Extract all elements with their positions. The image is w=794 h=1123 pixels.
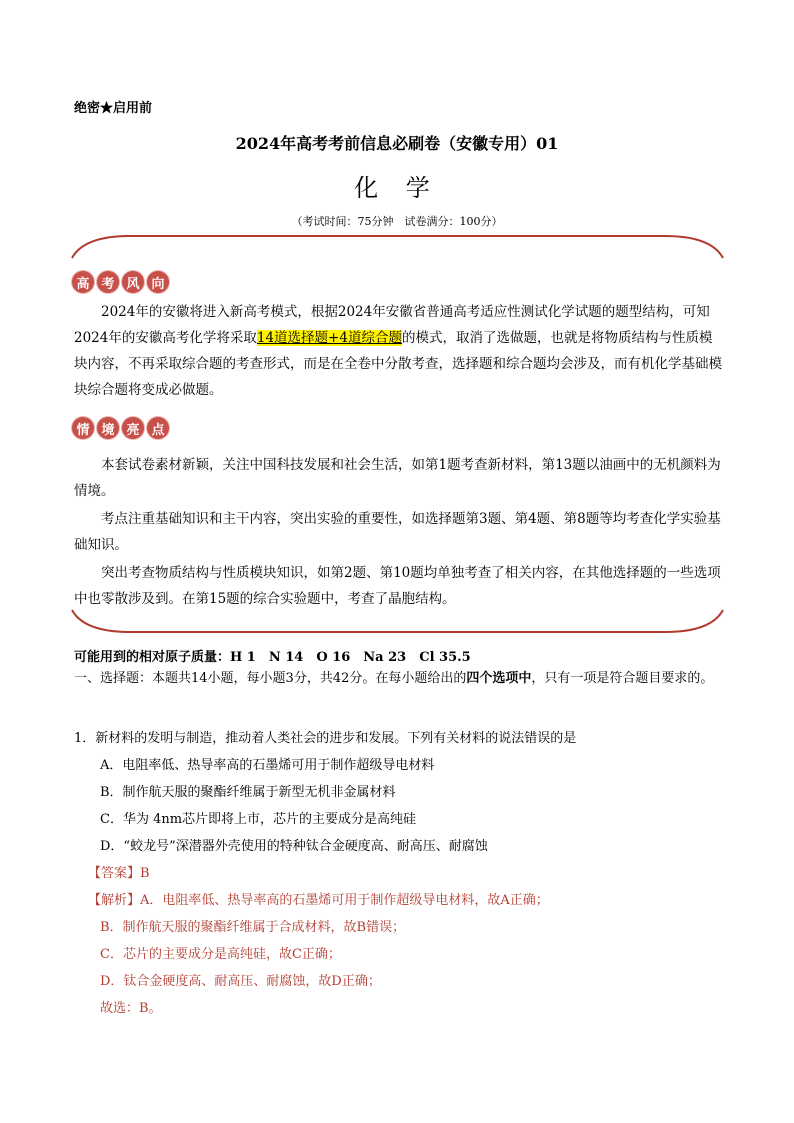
atomic-masses: 可能用到的相对原子质量：H 1 N 14 O 16 Na 23 Cl 35.5: [74, 650, 471, 665]
trend-badge: [72, 271, 169, 297]
analysis-line-2: B．制作航天服的聚酯纤维属于合成材料，故B错误；: [100, 920, 406, 935]
exam-title: 2024年高考考前信息必刷卷（安徽专用）01: [235, 134, 559, 153]
trend-badge-char: 风: [122, 271, 144, 293]
frame-bottom-arc: [70, 608, 725, 636]
answer-label: 【答案】: [88, 866, 141, 881]
answer-line: [88, 862, 150, 881]
analysis-line-3: C．芯片的主要成分是高纯硅，故C正确；: [100, 947, 341, 962]
analysis-line-4: D．钛合金硬度高、耐高压、耐腐蚀，故D正确；: [100, 974, 381, 989]
highlight-badge-char: 点: [147, 417, 169, 439]
trend-badge-char: 高: [72, 271, 94, 293]
analysis-line-1: [88, 889, 549, 908]
confidential-label: 绝密★启用前: [74, 101, 153, 116]
exam-time-info: （考试时间：75分钟 试卷满分：100分）: [291, 215, 503, 228]
question-1-option-d: D．“蛟龙号”深潜器外壳使用的特种钛合金硬度高、耐高压、耐腐蚀: [100, 839, 488, 854]
highlight-badge-char: 情: [72, 417, 94, 439]
highlight-badge: [72, 417, 169, 443]
question-1-stem: 1．新材料的发明与制造，推动着人类社会的进步和发展。下列有关材料的说法错误的是: [74, 731, 577, 746]
analysis-label: 【解析】: [88, 893, 141, 908]
part-one-text-bold: 四个选项中: [466, 671, 532, 686]
question-1-option-b: B．制作航天服的聚酯纤维属于新型无机非金属材料: [100, 785, 396, 800]
trend-paragraph: [74, 299, 722, 403]
part-one-text-b: ，只有一项是符合题目要求的。: [531, 671, 714, 686]
question-1-option-a: A．电阻率低、热导率高的石墨烯可用于制作超级导电材料: [100, 758, 435, 773]
highlight-badge-char: 境: [97, 417, 119, 439]
highlight-badge-char: 亮: [122, 417, 144, 439]
highlight-paragraph-2: 考点注重基础知识和主干内容，突出实验的重要性，如选择题第3题、第4题、第8题等均考查化学实验基础知识。: [74, 511, 721, 553]
question-1-option-c: C．华为 4nm芯片即将上市，芯片的主要成分是高纯硅: [100, 812, 417, 827]
answer-value: B: [140, 866, 150, 881]
part-one-text-a: 一、选择题：本题共14小题，每小题3分，共42分。在每小题给出的: [74, 671, 467, 686]
analysis-line-5: 故选：B。: [100, 1001, 162, 1016]
highlight-paragraph-1: 本套试卷素材新颖，关注中国科技发展和社会生活，如第1题考查新材料，第13题以油画中的无机颜料为情境。: [74, 457, 721, 499]
trend-badge-char: 考: [97, 271, 119, 293]
frame-top-arc: [70, 232, 725, 260]
part-one-instructions: [74, 666, 722, 692]
trend-text-part2: 的模式，取消了选做题，也就是将物质结构与性质模块内容，不再采取综合题的考查形式，而是在全卷中分散考查，选择题和综合题均会涉及，而有机化学基础模块综合题将变成必做题。: [74, 330, 722, 398]
trend-badge-char: 向: [147, 271, 169, 293]
trend-text-part1: 2024年的安徽将进入新高考模式，根据2024年安徽省普通高考适应性测试化学试题的题型结构，可知2024年的安徽高考化学将采取: [74, 304, 710, 346]
analysis-text: A．电阻率低、热导率高的石墨烯可用于制作超级导电材料，故A正确；: [140, 893, 549, 908]
subject-title: 化 学: [354, 174, 440, 202]
trend-highlight: 14道选择题+4道综合题: [256, 330, 402, 346]
highlight-paragraph-3: 突出考查物质结构与性质模块知识，如第2题、第10题均单独考查了相关内容，在其他选择题的一些选项中也零散涉及到。在第15题的综合实验题中，考查了晶胞结构。: [74, 565, 721, 607]
